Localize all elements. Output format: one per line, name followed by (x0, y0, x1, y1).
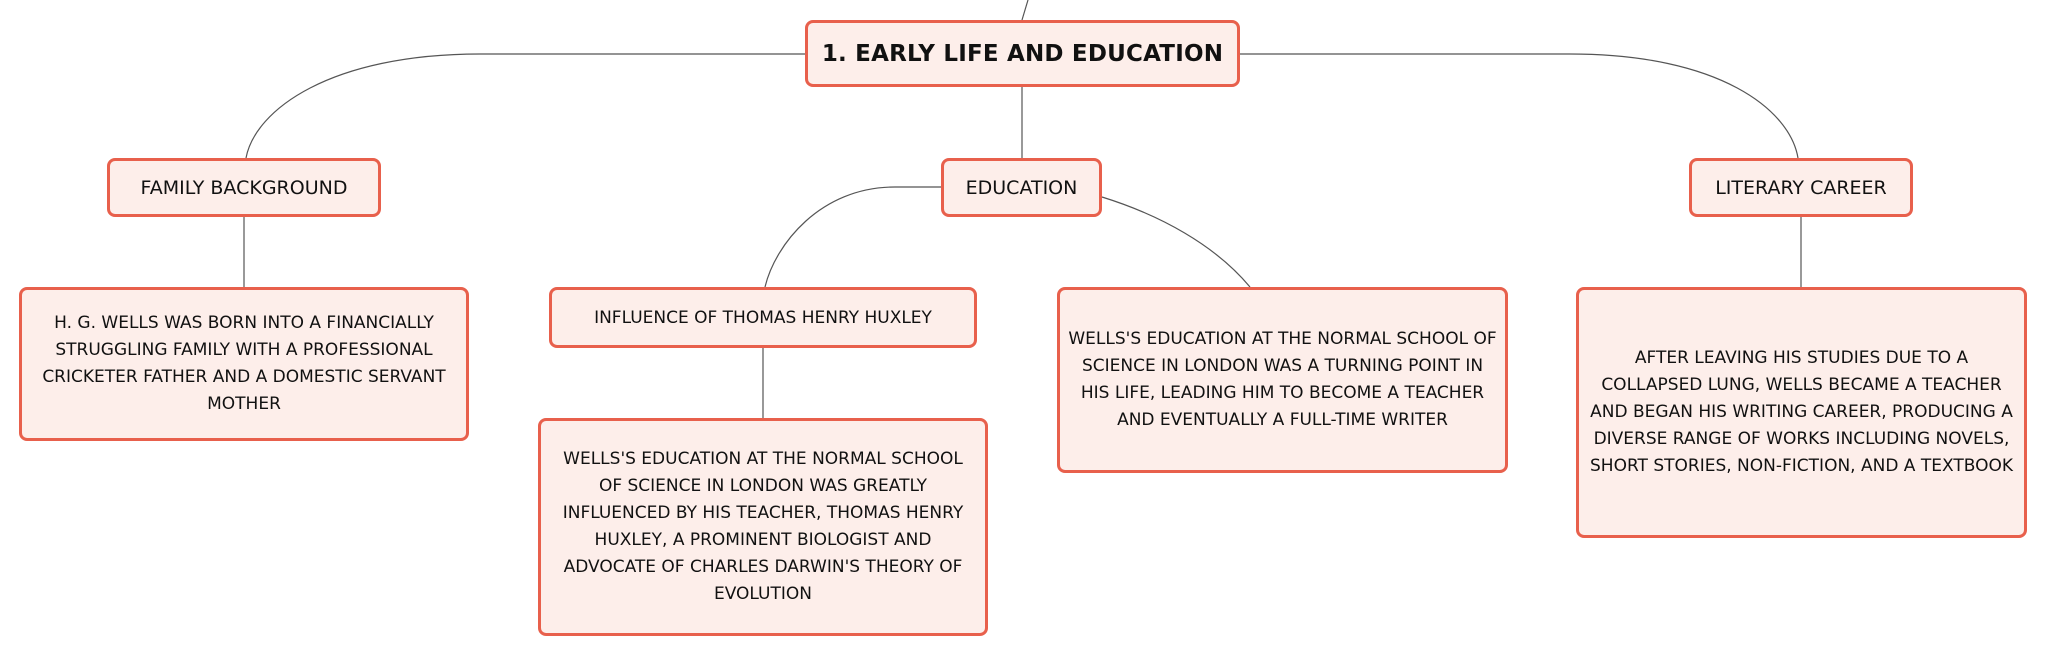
connector-education-to-huxley (765, 187, 941, 287)
huxley-influence-label: INFLUENCE OF THOMAS HENRY HUXLEY (594, 307, 932, 328)
root-node[interactable] (805, 20, 1240, 87)
literary-career-detail-text: AFTER LEAVING HIS STUDIES DUE TO A COLLAPSED LUNG, WELLS BECAME A TEACHER AND BEGAN HIS WRITING CAREER, PRODUCING A DIVERSE RANGE OF WORKS INCLUDING NOVELS, SHORT STORIES, NON-FICTION, AND A TEXTBOOK (1590, 348, 2013, 476)
connector-root-to-career (1240, 54, 1798, 158)
connector-education-to-detail (1102, 197, 1250, 287)
education-node[interactable] (941, 158, 1102, 217)
education-detail-node[interactable] (1057, 287, 1508, 473)
family-background-detail-node[interactable] (19, 287, 469, 441)
literary-career-detail-node[interactable] (1576, 287, 2027, 538)
huxley-influence-node[interactable] (549, 287, 977, 348)
family-background-detail-text: H. G. WELLS WAS BORN INTO A FINANCIALLY STRUGGLING FAMILY WITH A PROFESSIONAL CRICKETER FATHER AND A DOMESTIC SERVANT MOTHER (42, 313, 446, 414)
root-node-label: 1. EARLY LIFE AND EDUCATION (821, 40, 1224, 67)
connector-parent-to-root (1022, 0, 1028, 20)
huxley-influence-detail-node[interactable] (538, 418, 988, 636)
family-background-label: FAMILY BACKGROUND (140, 176, 348, 199)
huxley-influence-detail-text: WELLS'S EDUCATION AT THE NORMAL SCHOOL OF SCIENCE IN LONDON WAS GREATLY INFLUENCED BY HIS TEACHER, THOMAS HENRY HUXLEY, A PROMINENT BIOLOGIST AND ADVOCATE OF CHARLES DARWIN'S THEORY OF EVOLUTION (562, 449, 964, 604)
education-detail-text: WELLS'S EDUCATION AT THE NORMAL SCHOOL OF SCIENCE IN LONDON WAS A TURNING POINT IN HIS LIFE, LEADING HIM TO BECOME A TEACHER AND EVENTUALLY A FULL-TIME WRITER (1068, 329, 1497, 430)
literary-career-node[interactable] (1689, 158, 1913, 217)
literary-career-label: LITERARY CAREER (1715, 176, 1887, 199)
education-label: EDUCATION (965, 176, 1078, 199)
family-background-node[interactable] (107, 158, 381, 217)
connector-root-to-family (246, 54, 805, 158)
